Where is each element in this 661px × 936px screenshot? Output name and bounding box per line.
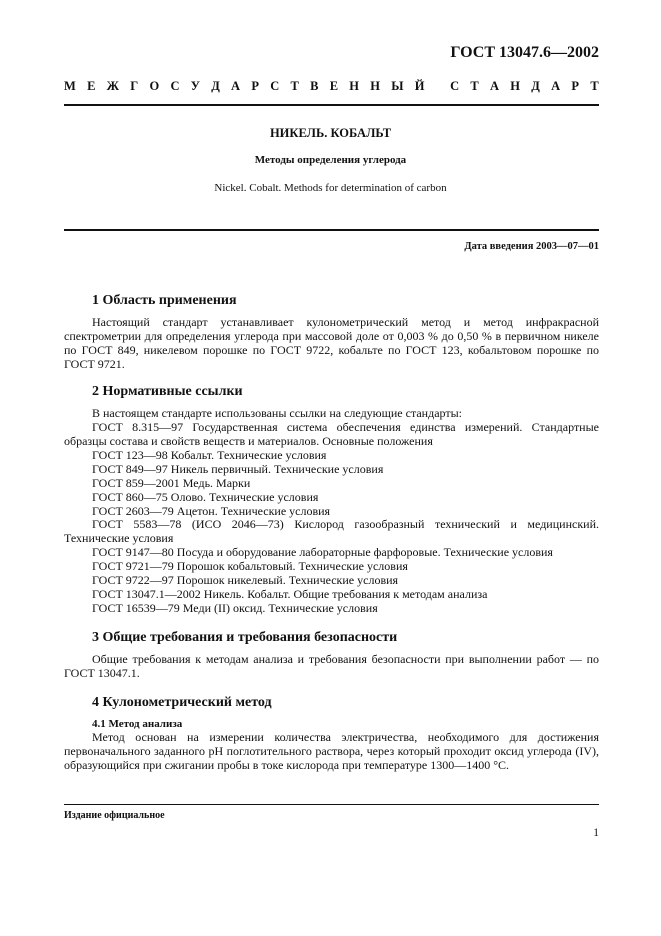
section-3-heading: 3 Общие требования и требования безопасности — [92, 630, 398, 645]
banner-letter: Т — [590, 79, 599, 93]
official-edition-label: Издание официальное — [64, 810, 165, 821]
section-4-1-text: Метод основан на измерении количества электричества, необходимого для достижения первоначального заданного рН поглотительного раствора, через который проходит оксид углерода (IV), образующийся при сжигании пробы в токе кислорода при температуре 1300—1400 °С. — [64, 730, 599, 772]
reference-item: ГОСТ 9147—80 Посуда и оборудование лабораторные фарфоровые. Технические условия — [92, 545, 553, 559]
title-divider — [64, 229, 599, 231]
banner-letter: Г — [130, 79, 139, 93]
banner-letter: Д — [531, 79, 540, 93]
banner-letter: Р — [571, 79, 580, 93]
banner-letter: Т — [470, 79, 479, 93]
section-4-1-heading: 4.1 Метод анализа — [92, 718, 183, 730]
document-title: НИКЕЛЬ. КОБАЛЬТ — [269, 126, 392, 140]
banner-letter: Ж — [106, 79, 120, 93]
banner-letter: Р — [251, 79, 259, 93]
banner-letter: Д — [211, 79, 220, 93]
banner-letter: О — [149, 79, 160, 93]
reference-item: ГОСТ 5583—78 (ИСО 2046—73) Кислород газообразный технический и медицинский. Технические условия — [64, 517, 599, 545]
banner-letter: Е — [329, 79, 339, 93]
section-1-text: Настоящий стандарт устанавливает кулонометрический метод и метод инфракрасной спектрометрии для определения углерода при массовой доле от 0,003 % до 0,50 % в первичном никеле по ГОСТ 849, никелевом порошке по ГОСТ 9722, кобальте по ГОСТ 123, кобальтовом порошке по ГОСТ 9721. — [64, 315, 599, 371]
header-divider — [64, 104, 599, 106]
section-2-intro: В настоящем стандарте использованы ссылки на следующие стандарты: — [92, 406, 463, 420]
reference-item: ГОСТ 9721—79 Порошок кобальтовый. Технические условия — [92, 559, 408, 573]
banner-letter: А — [551, 79, 561, 93]
banner-letter: Ы — [391, 79, 404, 93]
reference-item: ГОСТ 9722—97 Порошок никелевый. Технические условия — [92, 573, 399, 587]
banner-letter: Е — [87, 79, 96, 93]
section-2-heading: 2 Нормативные ссылки — [92, 384, 243, 399]
banner-letter — [436, 79, 439, 94]
banner-letter: Н — [370, 79, 380, 93]
banner-letter: Й — [414, 79, 425, 93]
document-subtitle: Методы определения углерода — [254, 154, 407, 166]
reference-item: ГОСТ 2603—79 Ацетон. Технические условия — [92, 504, 331, 518]
page-number: 1 — [593, 827, 599, 839]
banner-letter: Т — [290, 79, 299, 93]
banner-letter: А — [490, 79, 500, 93]
interstate-standard-banner — [64, 79, 599, 94]
banner-letter: С — [450, 79, 460, 93]
footer-divider — [64, 804, 599, 805]
reference-item: ГОСТ 8.315—97 Государственная система обеспечения единства измерений. Стандартные образцы состава и свойств веществ и материалов. Основные положения — [64, 420, 599, 448]
reference-item: ГОСТ 13047.1—2002 Никель. Кобальт. Общие требования к методам анализа — [92, 587, 488, 601]
banner-letter: М — [64, 79, 76, 93]
banner-letter: А — [231, 79, 241, 93]
document-english-title: Nickel. Cobalt. Methods for determination of carbon — [214, 182, 447, 194]
banner-letter: У — [190, 79, 200, 93]
section-3-text: Общие требования к методам анализа и требования безопасности при выполнении работ — по ГОСТ 13047.1. — [64, 652, 599, 680]
banner-letter: Н — [510, 79, 521, 93]
banner-letter: С — [170, 79, 180, 93]
introduction-date: Дата введения 2003—07—01 — [464, 241, 599, 252]
reference-item: ГОСТ 16539—79 Меди (II) оксид. Технические условия — [92, 601, 378, 615]
reference-item: ГОСТ 860—75 Олово. Технические условия — [92, 490, 319, 504]
section-1-heading: 1 Область применения — [92, 293, 237, 308]
gost-number: ГОСТ 13047.6—2002 — [450, 44, 599, 61]
banner-letter: Н — [349, 79, 360, 93]
reference-item: ГОСТ 859—2001 Медь. Марки — [92, 476, 251, 490]
reference-item: ГОСТ 123—98 Кобальт. Технические условия — [92, 448, 327, 462]
section-4-heading: 4 Кулонометрический метод — [92, 695, 272, 710]
banner-letter: В — [310, 79, 319, 93]
banner-letter: С — [270, 79, 280, 93]
reference-item: ГОСТ 849—97 Никель первичный. Технические условия — [92, 462, 384, 476]
